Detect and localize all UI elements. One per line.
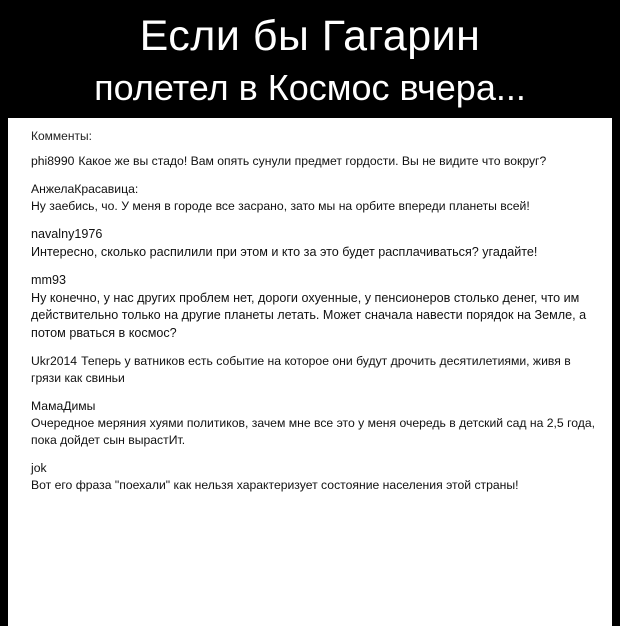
comment-author: Ukr2014 [31, 354, 78, 368]
comment-item [31, 398, 598, 449]
comment-item [31, 181, 598, 215]
comments-heading: Комменты: [31, 129, 92, 143]
comment-author: МамаДимы [31, 399, 96, 413]
comment-text: Интересно, сколько распилили при этом и кто за это будет расплачиваться? угадайте! [31, 244, 538, 259]
comment-item [31, 226, 598, 261]
comment-author: mm93 [31, 273, 66, 287]
title-banner [0, 0, 620, 120]
comment-author: АнжелаКрасавица: [31, 182, 139, 196]
comment-text: Какое же вы стадо! Вам опять сунули предмет гордости. Вы не видите что вокруг? [78, 154, 547, 168]
comment-text: Ну конечно, у нас других проблем нет, дороги охуенные, у пенсионеров столько денег, что им действительно только на другие планеты летать. Может сначала навести порядок на Земле, а потом рваться в космос? [31, 290, 587, 340]
banner-title-line-1: Если бы Гагарин [139, 12, 481, 60]
comment-text: Ну заебись, чо. У меня в городе все засрано, зато мы на орбите впереди планеты всей! [31, 199, 530, 213]
comment-text: Вот его фраза "поехали" как нельзя характеризует состояние населения этой страны! [31, 478, 519, 492]
comment-author: navalny1976 [31, 227, 103, 241]
comment-item [31, 153, 598, 170]
comment-text: Очередное меряния хуями политиков, зачем мне все это у меня очередь в детский сад на 2,5 года, пока дойдет сын вырастИт. [31, 416, 596, 447]
comments-panel [8, 118, 612, 626]
banner-title-line-2: полетел в Космос вчера... [94, 67, 526, 108]
comment-item [31, 272, 598, 342]
comment-item [31, 353, 598, 387]
comment-item [31, 460, 598, 494]
comment-text: Теперь у ватников есть событие на которое они будут дрочить десятилетиями, живя в грязи как свиньи [31, 354, 571, 385]
comment-author: phi8990 [31, 154, 75, 168]
comment-author: jok [31, 461, 47, 475]
